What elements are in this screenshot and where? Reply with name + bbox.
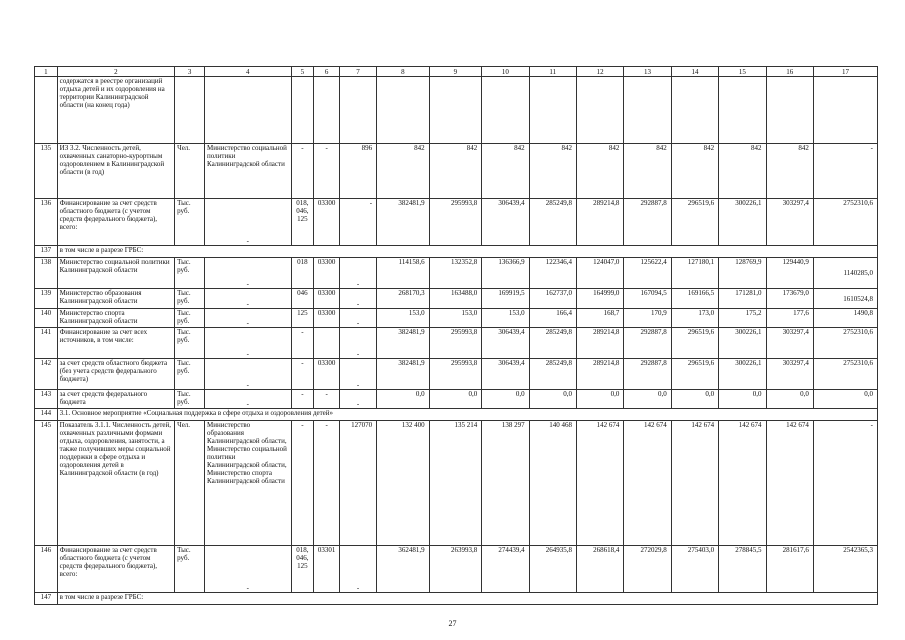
executor-cell: - [205,328,292,359]
indicator-name: ИЗ 3.2. Численность детей, охваченных санаторно-курортным оздоровлением в Калининградской области (в год) [57,144,174,199]
year-value-cell: 0,0 [766,390,813,409]
code-cell: 03300 [314,359,340,390]
indicator-name: Министерство образования Калининградской области [57,289,174,309]
unit-cell: Тыс. руб. [175,390,205,409]
code-cell: 03300 [314,309,340,328]
year-value-cell: 382481,9 [377,199,430,246]
year-value-cell: 292887,8 [624,199,671,246]
year-value-cell: 292887,8 [624,328,671,359]
year-value-cell: 142 674 [719,421,766,546]
executor-cell: - [205,390,292,409]
year-value-cell: 0,0 [576,390,623,409]
row-number: 139 [35,289,58,309]
header-cell: 7 [340,67,377,77]
code-cell: 03301 [314,546,340,593]
year-value-cell [576,77,623,144]
indicator-name: Министерство спорта Калининградской области [57,309,174,328]
executor-cell: - [205,258,292,289]
table-row [35,246,878,258]
header-cell: 9 [429,67,482,77]
year-value-cell [624,77,671,144]
header-cell: 14 [671,67,718,77]
year-value-cell: 362481,9 [377,546,430,593]
year-value-cell [377,77,430,144]
year-value-cell: 306439,4 [482,359,529,390]
year-value-cell: 382481,9 [377,359,430,390]
executor-cell [205,77,292,144]
year-value-cell: 842 [719,144,766,199]
year-value-cell: 132352,8 [429,258,482,289]
table-row [35,359,878,390]
year-value-cell: 0,0 [719,390,766,409]
year-value-cell: 138 297 [482,421,529,546]
year-value-cell: 295993,8 [429,328,482,359]
base-value-cell: - [340,309,377,328]
year-value-cell: 300226,1 [719,199,766,246]
executor-cell: - [205,309,292,328]
header-cell: 17 [813,67,877,77]
year-value-cell: 285249,8 [529,359,576,390]
year-value-cell: 263993,8 [429,546,482,593]
header-cell: 1 [35,67,58,77]
unit-cell: Тыс. руб. [175,546,205,593]
table-row [35,421,878,546]
table-row [35,199,878,246]
total-cell: 1140285,0 [813,258,877,289]
code-cell: - [291,359,314,390]
section-heading: 3.1. Основное мероприятие «Социальная поддержка в сфере отдыха и оздоровления детей» [57,409,877,421]
base-value-cell: - [340,546,377,593]
year-value-cell: 136366,9 [482,258,529,289]
year-value-cell: 142 674 [671,421,718,546]
year-value-cell: 164999,0 [576,289,623,309]
year-value-cell: 281617,6 [766,546,813,593]
year-value-cell: 168,7 [576,309,623,328]
year-value-cell: 127180,1 [671,258,718,289]
year-value-cell: 0,0 [671,390,718,409]
year-value-cell: 129440,9 [766,258,813,289]
table-row [35,409,878,421]
code-cell: - [291,144,314,199]
year-value-cell: 173679,0 [766,289,813,309]
year-value-cell: 842 [671,144,718,199]
row-number: 140 [35,309,58,328]
year-value-cell: 278845,5 [719,546,766,593]
year-value-cell: 153,0 [482,309,529,328]
year-value-cell: 306439,4 [482,199,529,246]
unit-cell: Тыс. руб. [175,258,205,289]
year-value-cell: 142 674 [576,421,623,546]
year-value-cell [529,77,576,144]
year-value-cell [429,77,482,144]
row-number: 145 [35,421,58,546]
table-row [35,289,878,309]
base-value-cell: 127070 [340,421,377,546]
executor-cell: Министерство образования Калининградской области, Министерство социальной политики Калининградской области, Министерство спорта Калининградской области [205,421,292,546]
table-row [35,309,878,328]
year-value-cell: 842 [529,144,576,199]
header-cell: 3 [175,67,205,77]
code-cell: 03300 [314,289,340,309]
row-number: 147 [35,593,58,605]
code-cell: 125 [291,309,314,328]
total-cell: 2752310,6 [813,328,877,359]
year-value-cell: 125622,4 [624,258,671,289]
base-value-cell: - [340,199,377,246]
year-value-cell: 175,2 [719,309,766,328]
base-value-cell: - [340,359,377,390]
unit-cell: Тыс. руб. [175,289,205,309]
year-value-cell: 842 [429,144,482,199]
year-value-cell: 268170,3 [377,289,430,309]
unit-cell: Тыс. руб. [175,359,205,390]
year-value-cell: 0,0 [529,390,576,409]
code-cell [314,77,340,144]
year-value-cell: 0,0 [377,390,430,409]
year-value-cell: 135 214 [429,421,482,546]
row-number: 144 [35,409,58,421]
year-value-cell: 162737,0 [529,289,576,309]
year-value-cell: 0,0 [429,390,482,409]
table-row [35,593,878,605]
code-cell: - [291,421,314,546]
year-value-cell: 285249,8 [529,328,576,359]
year-value-cell: 272029,8 [624,546,671,593]
year-value-cell: 303297,4 [766,359,813,390]
header-cell: 4 [205,67,292,77]
year-value-cell: 285249,8 [529,199,576,246]
code-cell: 018, 046, 125 [291,199,314,246]
row-number: 141 [35,328,58,359]
total-cell: - [813,421,877,546]
code-cell: 03300 [314,199,340,246]
year-value-cell: 132 400 [377,421,430,546]
year-value-cell: 122346,4 [529,258,576,289]
table-row [35,144,878,199]
code-cell: - [314,390,340,409]
year-value-cell: 274439,4 [482,546,529,593]
code-cell: 046 [291,289,314,309]
year-value-cell: 289214,8 [576,199,623,246]
year-value-cell: 140 468 [529,421,576,546]
year-value-cell: 296519,6 [671,199,718,246]
code-cell: 03300 [314,258,340,289]
table-row [35,77,878,144]
indicator-name: Финансирование за счет средств областного бюджета (с учетом средств федерального бюджета), всего: [57,199,174,246]
executor-cell: - [205,359,292,390]
year-value-cell: 292887,8 [624,359,671,390]
table-row [35,328,878,359]
total-cell [813,77,877,144]
indicator-name: за счет средств областного бюджета (без учета средств федерального бюджета) [57,359,174,390]
year-value-cell: 264935,8 [529,546,576,593]
header-cell: 5 [291,67,314,77]
code-cell: 018, 046, 125 [291,546,314,593]
header-cell: 16 [766,67,813,77]
year-value-cell: 300226,1 [719,328,766,359]
header-cell: 10 [482,67,529,77]
row-number: 146 [35,546,58,593]
header-cell: 6 [314,67,340,77]
header-cell: 15 [719,67,766,77]
total-cell: 1490,8 [813,309,877,328]
year-value-cell: 142 674 [624,421,671,546]
unit-cell [175,77,205,144]
indicator-name: за счет средств федерального бюджета [57,390,174,409]
unit-cell: Тыс. руб. [175,309,205,328]
header-cell: 8 [377,67,430,77]
year-value-cell: 842 [766,144,813,199]
year-value-cell: 382481,9 [377,328,430,359]
header-cell: 12 [576,67,623,77]
unit-cell: Тыс. руб. [175,199,205,246]
base-value-cell: - [340,390,377,409]
year-value-cell: 289214,8 [576,359,623,390]
section-heading: в том числе в разрезе ГРБС: [57,246,877,258]
year-value-cell: 300226,1 [719,359,766,390]
code-cell: - [314,421,340,546]
row-number: 138 [35,258,58,289]
code-cell [291,77,314,144]
year-value-cell: 171281,0 [719,289,766,309]
table-row [35,390,878,409]
year-value-cell [671,77,718,144]
year-value-cell: 153,0 [429,309,482,328]
data-table [34,66,878,605]
year-value-cell [482,77,529,144]
year-value-cell: 142 674 [766,421,813,546]
total-cell: 0,0 [813,390,877,409]
base-value-cell: - [340,328,377,359]
table-row [35,546,878,593]
year-value-cell: 128769,9 [719,258,766,289]
year-value-cell: 0,0 [482,390,529,409]
table-row [35,258,878,289]
total-cell: 2752310,6 [813,199,877,246]
indicator-name: Финансирование за счет средств областного бюджета (с учетом средств федерального бюджета), всего: [57,546,174,593]
executor-cell: Министерство социальной политики Калининградской области [205,144,292,199]
year-value-cell: 275403,0 [671,546,718,593]
header-cell: 11 [529,67,576,77]
code-cell: - [314,144,340,199]
code-cell [314,328,340,359]
year-value-cell: 153,0 [377,309,430,328]
code-cell: 018 [291,258,314,289]
year-value-cell: 268618,4 [576,546,623,593]
year-value-cell: 0,0 [624,390,671,409]
indicator-name: Показатель 3.1.1. Численность детей, охваченных различными формами отдыха, оздоровления, занятости, а также получивших меры социальной поддержки в сфере отдыха и оздоровления детей в Калининградской области (в год) [57,421,174,546]
indicator-name: содержатся в реестре организаций отдыха детей и их оздоровления на территории Калининградской области (на конец года) [57,77,174,144]
base-value-cell [340,77,377,144]
base-value-cell: - [340,289,377,309]
year-value-cell: 173,0 [671,309,718,328]
total-cell: 1610524,8 [813,289,877,309]
base-value-cell: 896 [340,144,377,199]
year-value-cell: 306439,4 [482,328,529,359]
row-number [35,77,58,144]
base-value-cell: - [340,258,377,289]
year-value-cell: 842 [576,144,623,199]
indicator-name: Финансирование за счет всех источников, в том числе: [57,328,174,359]
header-cell: 2 [57,67,174,77]
year-value-cell: 296519,6 [671,328,718,359]
year-value-cell: 169166,5 [671,289,718,309]
year-value-cell: 296519,6 [671,359,718,390]
executor-cell: - [205,199,292,246]
row-number: 135 [35,144,58,199]
indicator-name: Министерство социальной политики Калининградской области [57,258,174,289]
year-value-cell: 169919,5 [482,289,529,309]
code-cell: - [291,390,314,409]
total-cell: 2542365,3 [813,546,877,593]
year-value-cell: 167094,5 [624,289,671,309]
year-value-cell: 842 [624,144,671,199]
code-cell: - [291,328,314,359]
section-heading: в том числе в разрезе ГРБС: [57,593,877,605]
year-value-cell: 177,6 [766,309,813,328]
year-value-cell [766,77,813,144]
unit-cell: Тыс. руб. [175,328,205,359]
header-cell: 13 [624,67,671,77]
year-value-cell: 295993,8 [429,199,482,246]
row-number: 137 [35,246,58,258]
year-value-cell: 170,9 [624,309,671,328]
header-row [35,67,878,77]
year-value-cell: 163488,0 [429,289,482,309]
year-value-cell: 842 [482,144,529,199]
year-value-cell: 289214,8 [576,328,623,359]
unit-cell: Чел. [175,421,205,546]
year-value-cell [719,77,766,144]
year-value-cell: 114158,6 [377,258,430,289]
year-value-cell: 166,4 [529,309,576,328]
executor-cell: - [205,546,292,593]
row-number: 143 [35,390,58,409]
year-value-cell: 842 [377,144,430,199]
total-cell: 2752310,6 [813,359,877,390]
total-cell: - [813,144,877,199]
year-value-cell: 124047,0 [576,258,623,289]
executor-cell: - [205,289,292,309]
year-value-cell: 303297,4 [766,328,813,359]
row-number: 136 [35,199,58,246]
year-value-cell: 295993,8 [429,359,482,390]
row-number: 142 [35,359,58,390]
page-number: 27 [448,619,457,628]
year-value-cell: 303297,4 [766,199,813,246]
unit-cell: Чел. [175,144,205,199]
